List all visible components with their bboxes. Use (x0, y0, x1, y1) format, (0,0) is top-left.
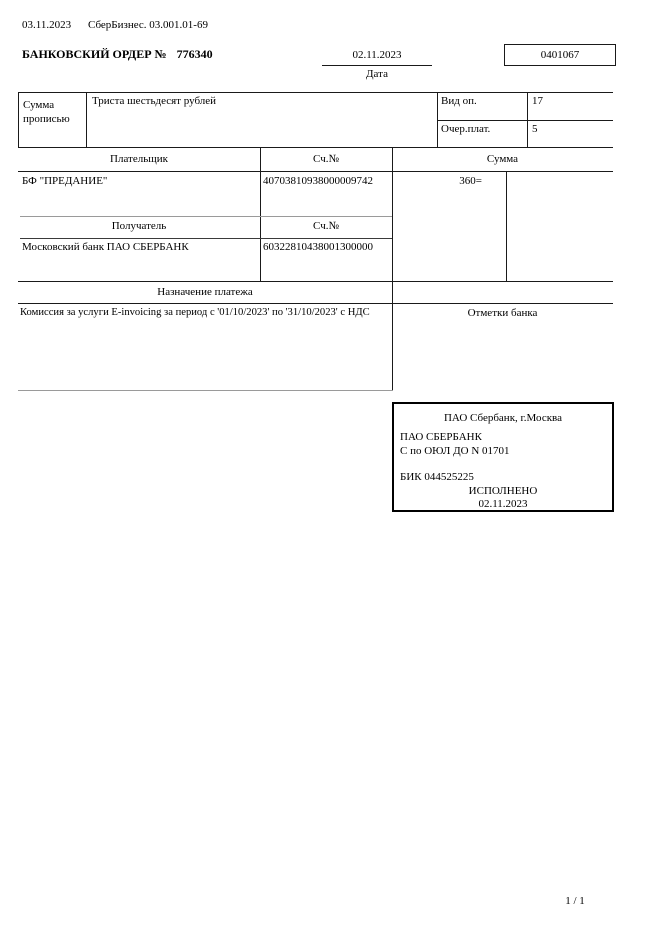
purpose-text: Комиссия за услуги E-invoicing за период с '01/10/2023' по '31/10/2023' с НДС (20, 307, 370, 318)
form-code: 0401067 (540, 49, 580, 61)
recipient-header-underline (20, 238, 392, 239)
op-type-label: Вид оп. (441, 95, 477, 107)
payer-account-column-border (260, 147, 261, 281)
system-label: СберБизнес. 03.001.01-69 (88, 19, 208, 31)
purpose-header-underline (18, 303, 613, 304)
amount-table-top-border (18, 92, 613, 93)
payer-header-underline (18, 171, 613, 172)
recipient-name: Московский банк ПАО СБЕРБАНК (22, 241, 189, 253)
payer-account: 40703810938000009742 (263, 175, 373, 187)
recipient-header: Получатель (111, 220, 167, 232)
stamp-status-date: 02.11.2023 (478, 498, 528, 510)
stamp-bank-city: ПАО Сбербанк, г.Москва (443, 412, 562, 424)
payer-recipient-divider (20, 216, 392, 217)
priority-value: 5 (532, 123, 538, 135)
stamp-branch: С по ОЮЛ ДО N 01701 (400, 445, 510, 457)
recipient-account: 60322810438001300000 (263, 241, 373, 253)
order-title-row (22, 47, 213, 62)
recipient-account-header: Сч.№ (313, 220, 339, 232)
print-date: 03.11.2023 (22, 19, 72, 31)
purpose-top-border (18, 281, 613, 282)
amount-table-bottom-border (18, 147, 613, 148)
sum-value: 360= (459, 175, 482, 187)
payer-name: БФ "ПРЕДАНИЕ" (22, 175, 108, 187)
date-underline (322, 65, 432, 66)
amount-in-words: Триста шестьдесят рублей (92, 95, 217, 107)
amount-label: Сумма прописью (23, 99, 70, 125)
sum-header: Сумма (486, 153, 519, 165)
payer-header: Плательщик (110, 153, 168, 165)
stamp-bik: БИК 044525225 (400, 471, 474, 483)
op-type-value: 17 (532, 95, 543, 107)
op-type-row-divider (437, 120, 613, 121)
order-title: БАНКОВСКИЙ ОРДЕР № (22, 47, 167, 61)
order-date-label: Дата (366, 68, 388, 80)
order-date-value: 02.11.2023 (352, 49, 402, 61)
payer-account-header: Сч.№ (313, 153, 339, 165)
bank-stamp-box (392, 402, 614, 512)
order-number: 776340 (176, 47, 213, 61)
bank-marks-header: Отметки банка (467, 307, 538, 319)
purpose-header: Назначение платежа (157, 286, 253, 298)
amount-label-right-border (86, 92, 87, 148)
stamp-status: ИСПОЛНЕНО (468, 485, 538, 497)
amount-label-left-border (18, 92, 19, 148)
page-number: 1 / 1 (565, 895, 585, 907)
priority-label: Очер.плат. (441, 123, 491, 135)
purpose-bottom-border (18, 390, 393, 391)
stamp-bank-name: ПАО СБЕРБАНК (400, 431, 482, 443)
form-code-box (504, 44, 616, 66)
sum-column-inner-border (506, 171, 507, 281)
